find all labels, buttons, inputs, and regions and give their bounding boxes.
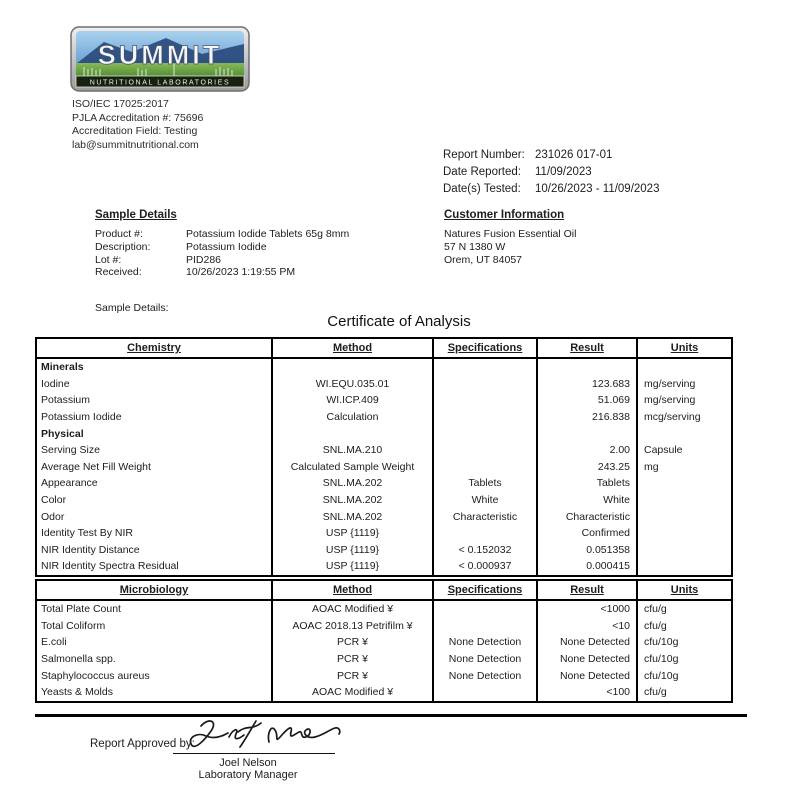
units-cell	[637, 542, 732, 559]
customer-information-lines	[444, 228, 576, 266]
analyte-cell: Average Net Fill Weight	[41, 460, 151, 473]
analyte-cell: E.coli	[41, 636, 67, 649]
spec-cell: White	[433, 492, 537, 509]
table-row	[36, 634, 732, 651]
method-cell: USP {1119}	[272, 525, 433, 542]
analyte-cell: Yeasts & Molds	[41, 686, 113, 699]
signature-line	[173, 753, 335, 754]
method-cell: WI.EQU.035.01	[272, 376, 433, 393]
units-cell: cfu/g	[637, 684, 732, 702]
report-approved-by-label: Report Approved by:	[90, 738, 195, 750]
table-row	[36, 475, 732, 492]
field-label: Received:	[95, 266, 142, 279]
analyte-cell: NIR Identity Distance	[41, 543, 140, 556]
analyte-cell: Total Coliform	[41, 619, 106, 632]
field-label: Product #:	[95, 228, 143, 240]
units-cell	[637, 492, 732, 509]
analyte-cell: Total Plate Count	[41, 603, 121, 616]
units-cell	[637, 475, 732, 492]
result-cell: White	[537, 492, 637, 509]
units-cell	[637, 525, 732, 542]
table-section-row	[36, 425, 732, 442]
analyte-cell: Staphylococcus aureus	[41, 669, 150, 682]
spec-cell	[433, 442, 537, 459]
spec-cell	[433, 392, 537, 409]
table-row	[36, 618, 732, 635]
field-label: Date(s) Tested:	[443, 183, 521, 195]
spec-cell: None Detection	[433, 651, 537, 668]
result-cell	[537, 425, 637, 442]
table-row	[36, 667, 732, 684]
report-info-block	[443, 147, 659, 198]
customer-information-heading: Customer Information	[444, 209, 565, 221]
units-cell: cfu/10g	[637, 634, 732, 651]
column-header: Units	[637, 338, 732, 358]
units-cell: mg/serving	[637, 392, 732, 409]
field-row	[95, 241, 349, 254]
analyte-cell: Iodine	[41, 377, 70, 390]
method-cell: PCR ¥	[272, 667, 433, 684]
method-cell: SNL.MA.202	[272, 475, 433, 492]
result-cell: <1000	[537, 600, 637, 618]
spec-cell	[433, 425, 537, 442]
section-name-cell: Minerals	[41, 361, 84, 374]
result-cell: 243.25	[537, 459, 637, 476]
result-cell: Characteristic	[537, 508, 637, 525]
logo-wordmark: SUMMIT	[97, 40, 223, 70]
analyte-cell: Salmonella spp.	[41, 653, 116, 666]
summit-logo	[70, 26, 250, 93]
field-value: 11/09/2023	[535, 166, 592, 178]
spec-cell: None Detection	[433, 667, 537, 684]
spec-cell	[433, 358, 537, 376]
text-line: Natures Fusion Essential Oil	[444, 228, 577, 240]
table-row	[36, 376, 732, 393]
units-cell: mcg/serving	[637, 409, 732, 426]
table-row	[36, 492, 732, 509]
footer-divider	[35, 714, 747, 717]
result-cell: None Detected	[537, 667, 637, 684]
analyte-cell: NIR Identity Spectra Residual	[41, 560, 179, 573]
method-cell: AOAC Modified ¥	[272, 600, 433, 618]
table-row	[36, 542, 732, 559]
method-cell: USP {1119}	[272, 542, 433, 559]
result-cell: <10	[537, 618, 637, 635]
result-cell: 51.069	[537, 392, 637, 409]
table-row	[36, 409, 732, 426]
spec-cell: < 0.152032	[433, 542, 537, 559]
analyte-cell: Color	[41, 494, 67, 507]
field-value: 10/26/2023 1:19:55 PM	[186, 266, 296, 279]
result-cell: None Detected	[537, 651, 637, 668]
analyte-cell: Serving Size	[41, 444, 100, 457]
method-cell: AOAC Modified ¥	[272, 684, 433, 702]
field-row	[443, 164, 659, 181]
column-header: Units	[637, 580, 732, 600]
analyte-cell: Identity Test By NIR	[41, 527, 134, 540]
units-cell	[637, 425, 732, 442]
table-row	[36, 442, 732, 459]
column-header: Microbiology	[36, 580, 272, 600]
field-row	[443, 181, 659, 198]
method-cell: PCR ¥	[272, 651, 433, 668]
column-header: Result	[537, 580, 637, 600]
spec-cell	[433, 618, 537, 635]
column-header: Method	[272, 580, 433, 600]
units-cell: mg/serving	[637, 376, 732, 393]
method-cell: USP {1119}	[272, 558, 433, 576]
approver-title: Laboratory Manager	[198, 769, 298, 781]
method-cell: SNL.MA.202	[272, 492, 433, 509]
spec-cell	[433, 459, 537, 476]
sample-details-section	[95, 209, 349, 314]
method-cell: WI.ICP.409	[272, 392, 433, 409]
spec-cell	[433, 600, 537, 618]
field-value: 231026 017-01	[535, 149, 613, 161]
method-cell: Calculation	[272, 409, 433, 426]
customer-information-section	[444, 209, 576, 266]
field-label: Date Reported:	[443, 166, 521, 178]
units-cell: cfu/g	[637, 600, 732, 618]
sample-details-rows	[95, 228, 349, 279]
analyte-cell: Appearance	[41, 477, 98, 490]
field-value: Potassium Iodide	[186, 240, 267, 253]
method-cell: SNL.MA.202	[272, 508, 433, 525]
table-row	[36, 600, 732, 618]
method-cell: PCR ¥	[272, 634, 433, 651]
method-cell: SNL.MA.210	[272, 442, 433, 459]
text-line: ISO/IEC 17025:2017	[72, 98, 169, 110]
chemistry-table-header-row	[36, 338, 732, 358]
result-cell	[537, 358, 637, 376]
method-cell: Calculated Sample Weight	[272, 459, 433, 476]
table-row	[36, 508, 732, 525]
field-label: Lot #:	[95, 253, 122, 266]
field-row	[95, 228, 349, 241]
spec-cell	[433, 684, 537, 702]
spec-cell	[433, 525, 537, 542]
result-cell: Confirmed	[537, 525, 637, 542]
analyte-cell: Potassium Iodide	[41, 411, 122, 424]
text-line: PJLA Accreditation #: 75696	[72, 111, 204, 124]
result-cell: Tablets	[537, 475, 637, 492]
result-cell: 123.683	[537, 376, 637, 393]
field-label: Description:	[95, 240, 151, 253]
field-label: Report Number:	[443, 149, 525, 161]
method-cell	[272, 425, 433, 442]
method-cell: AOAC 2018.13 Petrifilm ¥	[272, 618, 433, 635]
spec-cell: < 0.000937	[433, 558, 537, 576]
column-header: Specifications	[433, 338, 537, 358]
text-line: Orem, UT 84057	[444, 253, 523, 266]
table-row	[36, 392, 732, 409]
table-row	[36, 651, 732, 668]
column-header: Chemistry	[36, 338, 272, 358]
table-row	[36, 459, 732, 476]
table-row	[36, 525, 732, 542]
units-cell	[637, 558, 732, 576]
table-row	[36, 684, 732, 702]
units-cell	[637, 358, 732, 376]
field-value: Potassium Iodide Tablets 65g 8mm	[186, 228, 350, 240]
result-cell: 2.00	[537, 442, 637, 459]
result-cell: 0.000415	[537, 558, 637, 576]
column-header: Method	[272, 338, 433, 358]
units-cell: Capsule	[637, 442, 732, 459]
result-cell: 0.051358	[537, 542, 637, 559]
field-row	[95, 266, 349, 279]
text-line: 57 N 1380 W	[444, 240, 506, 253]
column-header: Result	[537, 338, 637, 358]
result-cell: <100	[537, 684, 637, 702]
certificate-title: Certificate of Analysis	[327, 313, 471, 330]
spec-cell	[433, 376, 537, 393]
logo-banner-text: NUTRITIONAL LABORATORIES	[89, 79, 231, 87]
table-row	[36, 558, 732, 576]
microbiology-table-header-row	[36, 580, 732, 600]
units-cell: cfu/10g	[637, 667, 732, 684]
column-header: Specifications	[433, 580, 537, 600]
sample-details-extra-label: Sample Details:	[95, 302, 169, 315]
spec-cell: Characteristic	[433, 508, 537, 525]
units-cell: cfu/10g	[637, 651, 732, 668]
method-cell	[272, 358, 433, 376]
accreditation-block	[72, 98, 203, 152]
units-cell: cfu/g	[637, 618, 732, 635]
spec-cell	[433, 409, 537, 426]
spec-cell: Tablets	[433, 475, 537, 492]
result-cell: 216.838	[537, 409, 637, 426]
units-cell	[637, 508, 732, 525]
approver-name: Joel Nelson	[219, 757, 277, 769]
analyte-cell: Potassium	[41, 394, 91, 407]
table-section-row	[36, 358, 732, 376]
result-cell: None Detected	[537, 634, 637, 651]
field-row	[95, 254, 349, 267]
text-line: lab@summitnutritional.com	[72, 138, 199, 151]
sample-details-heading: Sample Details	[95, 209, 177, 221]
analyte-cell: Odor	[41, 510, 65, 523]
text-line: Accreditation Field: Testing	[72, 125, 198, 137]
spec-cell: None Detection	[433, 634, 537, 651]
field-value: 10/26/2023 - 11/09/2023	[535, 183, 660, 195]
summit-logo-image	[70, 26, 250, 93]
section-name-cell: Physical	[41, 427, 84, 440]
field-row	[443, 147, 659, 164]
microbiology-table	[35, 579, 733, 703]
field-value: PID286	[186, 253, 222, 266]
units-cell: mg	[637, 459, 732, 476]
chemistry-table	[35, 337, 733, 577]
